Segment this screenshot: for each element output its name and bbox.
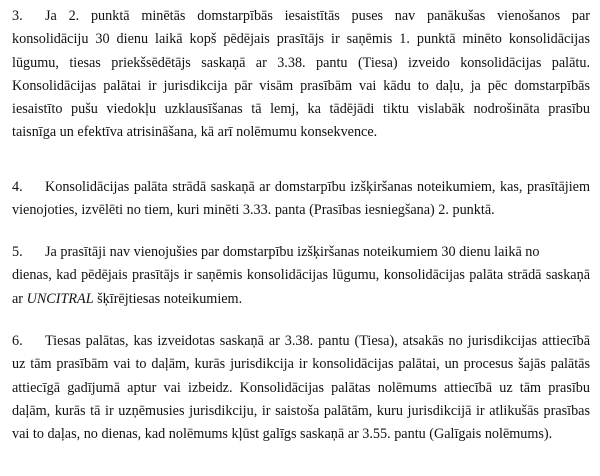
text-line: Ja 2. punktā minētās domstarpībās iesaistītās puses nav panākušas vienošanos par <box>45 8 590 24</box>
text-line: daļām, kurās tā ir uzņēmusies jurisdikciju, ir saistoša palātām, kuru jurisdikcijā ir atlikušās prasības <box>12 402 590 419</box>
text-line: vienojoties, izvēlēti no tiem, kuri minēti 3.33. panta (Prasības iesniegšana) 2. punktā. <box>12 202 495 219</box>
text-line: taisnīga un efektīva atrisināšana, kā arī nolēmumu konsekvence. <box>12 124 378 141</box>
text-line: Konsolidācijas palāta strādā saskaņā ar domstarpību izšķiršanas noteikumiem, kas, prasītājiem <box>45 179 590 195</box>
text-line: attiecīgā gadījumā aptur vai izbeidz. Konsolidācijas palātas nolēmums attiecībā uz tām prasību <box>12 379 590 396</box>
paragraph-number: 6. <box>12 333 23 349</box>
paragraph-number: 4. <box>12 179 23 195</box>
text-line: iesaistīto pušu viedokļu uzklausīšanas tā lemj, ka tādējādi tiktu vislabāk nodrošināta prasību <box>12 101 590 118</box>
text-line: Konsolidācijas palātai ir jurisdikcija pār visām prasībām vai kādu to daļu, ja pēc domstarpībās <box>12 77 590 94</box>
text-line: vai to daļas, no dienas, kad nolēmums kļūst galīgs saskaņā ar 3.55. pantu (Galīgais nolēmums). <box>12 426 553 443</box>
text-line: lūgumu, tiesas priekšsēdētājs saskaņā ar 3.38. pantu (Tiesa) izveido konsolidācijas palātu. <box>12 54 590 71</box>
text-line: konsolidāciju 30 dienu laikā kopš pēdējais prasītājs ir saņēmis 1. punktā minēto konsolidācijas <box>12 31 590 48</box>
text-line: uz tām prasībām vai to daļām, kurās jurisdikcija ir konsolidācijas palātai, un procesus šajās palātās <box>12 356 590 373</box>
paragraph-4 <box>12 176 590 223</box>
text-line: Ja prasītāji nav vienojušies par domstarpību izšķiršanas noteikumiem 30 dienu laikā no <box>45 244 540 260</box>
text-line: Tiesas palātas, kas izveidotas saskaņā ar 3.38. pantu (Tiesa), atsakās no jurisdikcijas attiecībā <box>45 333 590 349</box>
paragraph-5 <box>12 241 590 311</box>
paragraph-number: 3. <box>12 8 23 24</box>
paragraph-number: 5. <box>12 244 23 260</box>
text-line: ar UNCITRAL šķīrējtiesas noteikumiem. <box>12 290 243 307</box>
paragraph-6 <box>12 330 590 446</box>
paragraph-3 <box>12 5 590 145</box>
text-line: dienas, kad pēdējais prasītājs ir saņēmis konsolidācijas lūgumu, konsolidācijas palāta strādā saskaņā <box>12 267 590 284</box>
uncitral-term: UNCITRAL <box>26 290 94 307</box>
